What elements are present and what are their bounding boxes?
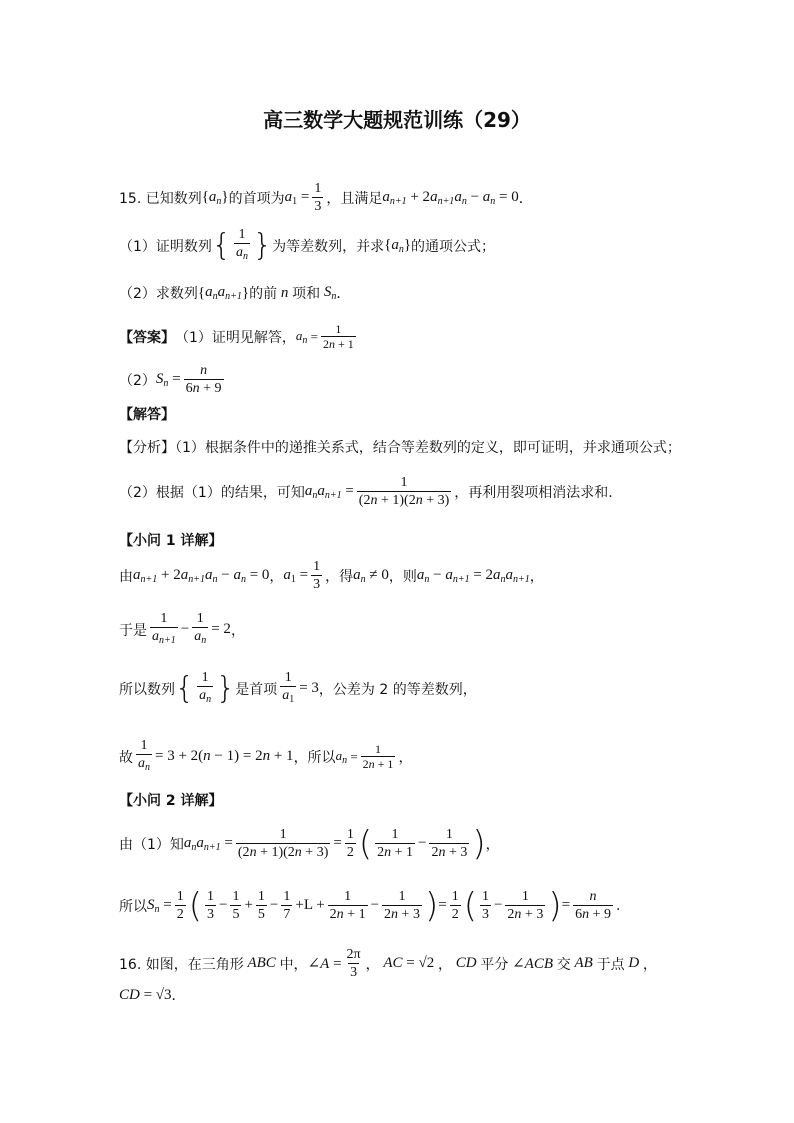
q15-stem: 15. 已知数列 { $a_n$ } 的首项为 $a_1$ = $\frac{1}{3}$ ，且满足 $a_{n+1} + 2a_{n+1}a_n - a_n = 0$ ． (119, 181, 533, 214)
answer-line-2: （2） $S_n$ = $\frac{n}{6n + 9}$ (119, 363, 222, 396)
analysis-line-1: 【分析】（1）根据条件中的递推关系式，结合等差数列的定义，即可证明，并求通项公式； (119, 440, 681, 456)
q15-part2: （2）求数列 { $a_na_{n+1}$ } 的前 n 项和 $S_n$ ． (119, 284, 351, 302)
sub1-line-4: 故 $\frac{1}{a_n}$ = 3 + 2(n − 1) = 2n + 1 ，所以 $a_n$ = $\frac{1}{2n + 1}$ ， (119, 737, 412, 776)
solution-label: 【解答】 (119, 407, 175, 423)
answer-label: 【答案】 (119, 329, 175, 346)
answer-line-1: 【答案】 （1）证明见解答， $a_n$ = $\frac{1}{2n + 1}$ (119, 322, 354, 351)
sub1-label: 【小问 1 详解】 (119, 533, 223, 549)
page-title: 高三数学大题规范训练（29） (263, 108, 531, 132)
sub2-line-1: 由（1）知 $a_na_{n+1}$ = $\frac{1}{(2n + 1)(2n + 3)}$ = $\frac{1}{2}$ ( $\frac{1}{2n + 1}$ − $\frac{1}{2n + 3}$ ) ， (119, 823, 500, 864)
q15-stem-prefix: 15. 已知数列 (119, 190, 202, 207)
q16-line-1: 16. 如图，在三角形 ABC 中， ∠A = $\frac{2\pi}{3}$ ， AC = √2 ， CD 平分 ∠ACB 交 AB 于点 D ， (119, 947, 657, 980)
sub1-line-1: 由 $a_{n+1} + 2a_{n+1}a_n - a_n = 0$ ， $a_1$ = $\frac{1}{3}$ ，得 $a_n \ne 0$ ，则 $a_n - a_{n+1} = 2a_na_{n+1}$ ， (119, 559, 544, 592)
q15-part1: （1）证明数列 { $\frac{1}{a_n}$ } 为等差数列，并求 { $a_n$ } 的通项公式； (119, 226, 495, 265)
q16-line-2: CD = √3 ． (119, 986, 186, 1004)
sub1-line-3: 所以数列 { $\frac{1}{a_n}$ } 是首项 $\frac{1}{a_1}$ = 3 ，公差为 2 的等差数列， (119, 669, 477, 708)
sub1-line-2: 于是 $\frac{1}{a_{n+1}}$ − $\frac{1}{a_n}$ = 2 ， (119, 610, 245, 649)
sub2-label: 【小问 2 详解】 (119, 793, 223, 809)
fraction-one-third: $\frac{1}{3}$ (314, 181, 322, 214)
recurrence-formula: $a_{n+1} + 2a_{n+1}a_n - a_n = 0$ (382, 188, 519, 207)
analysis-line-2: （2）根据（1）的结果，可知 $a_na_{n+1}$ = $\frac{1}{(2n + 1)(2n + 3)}$ ，再利用裂项相消法求和. (119, 475, 613, 508)
sub2-line-2: 所以 $S_n$ = $\frac{1}{2}$ ( $\frac{1}{3}$ − $\frac{1}{5}$ + $\frac{1}{5}$ − $\frac{1}{7}$ +L + $\frac{1}{2n + 1}$ − $\frac{1}{2n + 3}$ ) = $\frac{1}{2}$ ( $\frac{1}{3}$ − $\frac{1}{2n + 3}$ ) = $\frac{n}{6n + 9}$ . (119, 885, 621, 926)
